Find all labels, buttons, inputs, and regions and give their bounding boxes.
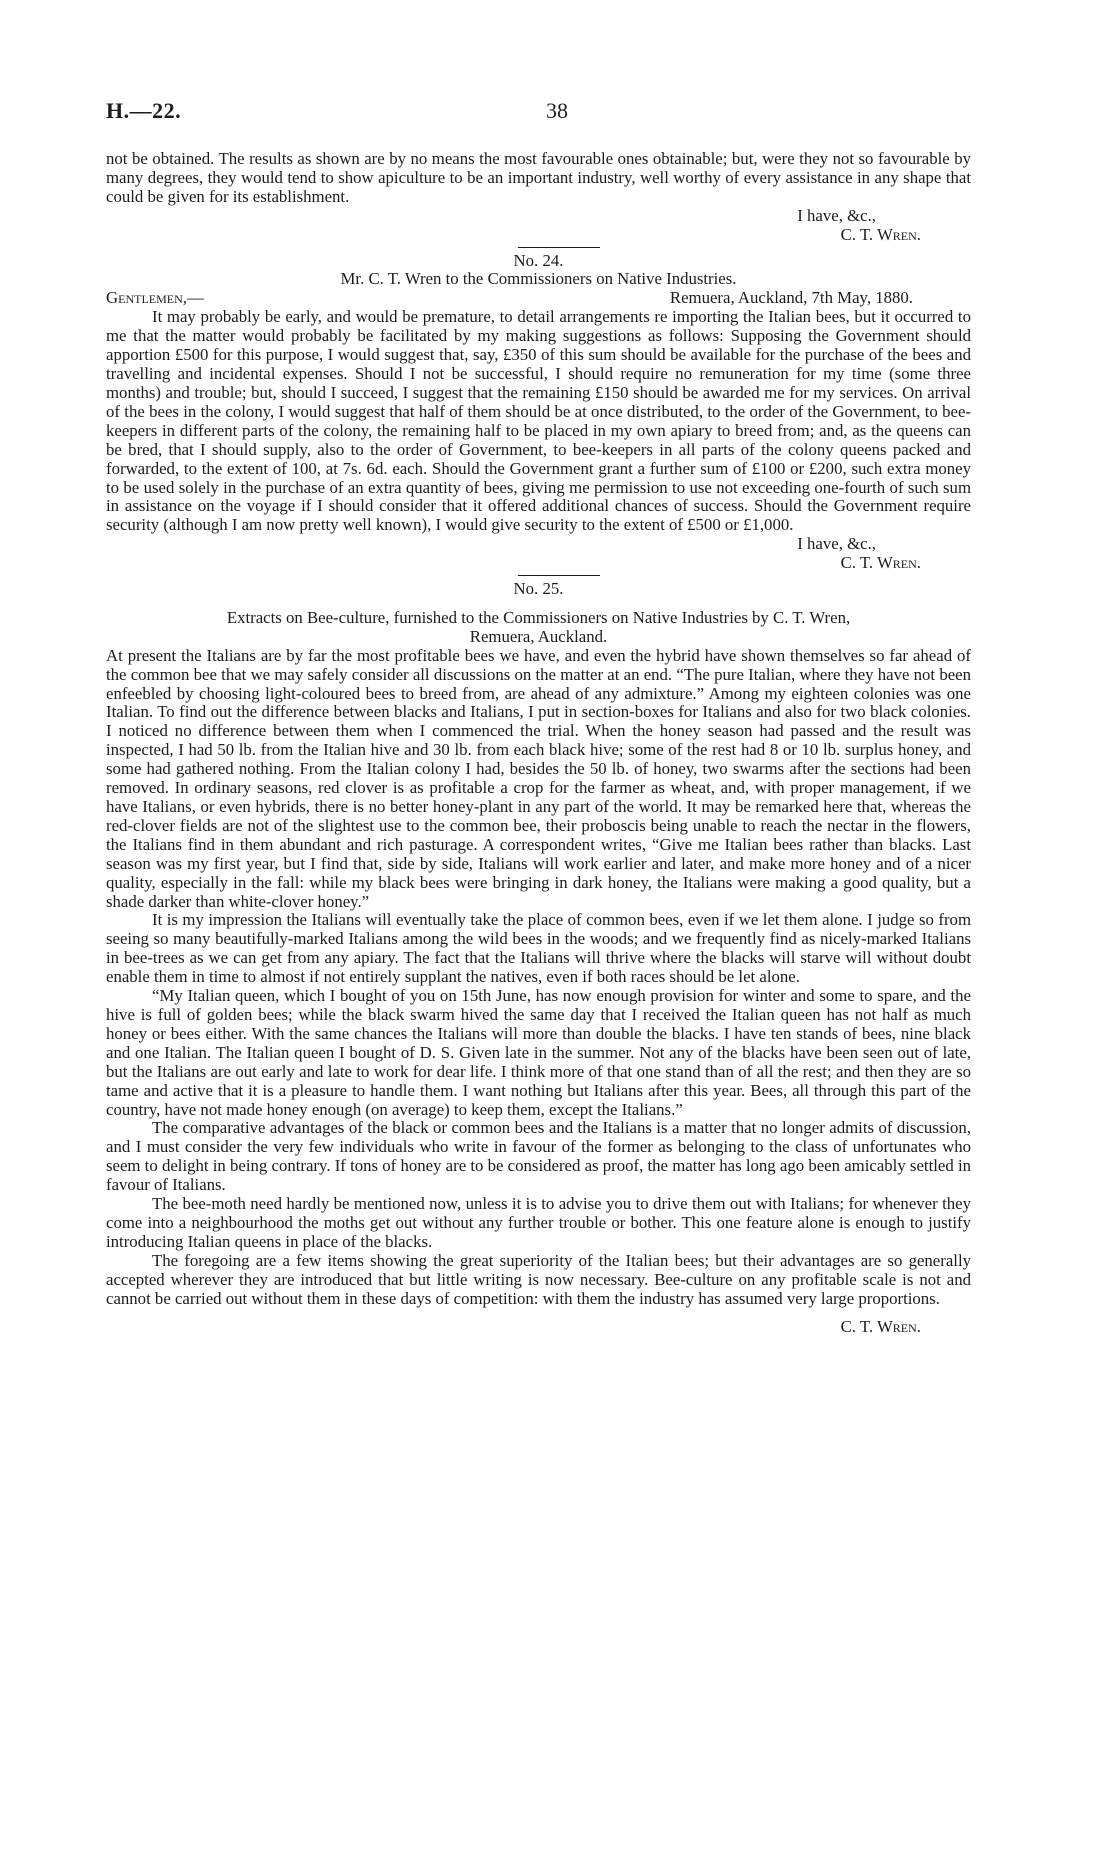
extract-paragraph: The bee-moth need hardly be mentioned now, unless it is to advise you to drive them out with Italians; for whenever they come into a neighbourhood the moths get out without any further trouble or bother. This one feature alone is enough to justify introducing Italian queens in place of the blacks. bbox=[106, 1194, 971, 1251]
letter-number: No. 24. bbox=[513, 250, 564, 270]
signature: C. T. Wren. bbox=[840, 553, 921, 573]
page-body bbox=[106, 150, 971, 1337]
signature: C. T. Wren. bbox=[840, 1317, 921, 1337]
closing: I have, &c., bbox=[797, 534, 876, 554]
extract-title: Extracts on Bee-culture, furnished to the Commissioners on Native Industries by C. T. Wren, bbox=[226, 607, 851, 627]
extract-paragraph: The foregoing are a few items showing the great superiority of the Italian bees; but their advantages are so generally accepted wherever they are introduced that but little writing is now necessary. Bee-culture on any profitable scale is not and cannot be carried out without them in these days of competition: with them the industry has assumed very large proportions. bbox=[106, 1250, 971, 1308]
section-divider bbox=[518, 247, 600, 248]
signature: C. T. Wren. bbox=[840, 224, 921, 244]
salutation-row bbox=[106, 289, 971, 308]
dateline: Remuera, Auckland, 7th May, 1880. bbox=[669, 288, 913, 308]
salutation: Gentlemen,— bbox=[106, 288, 204, 308]
extract-number: No. 25. bbox=[513, 579, 564, 599]
extract-title-location: Remuera, Auckland. bbox=[469, 626, 608, 646]
extract-paragraph: It is my impression the Italians will eventually take the place of common bees, even if we let them alone. I judge so from seeing so many beautifully-marked Italians among the wild bees in the woods; and we frequently find as nicely-marked Italians in bee-trees as we can get from any apiary. The fact that the Italians will thrive where the blacks will starve will without doubt enable them in time to almost if not entirely supplant the natives, even if both races should be let alone. bbox=[106, 910, 971, 987]
extract-paragraph: At present the Italians are by far the most profitable bees we have, and even the hybrid have shown themselves so far ahead of the common bee that we may safely consider all discussions on the matter at an end. “The pure Italian, where they have not been enfeebled by choosing light-coloured bees to breed from, are ahead of any admixture.” Among my eighteen colonies was one Italian. To find out the difference between blacks and Italians, I put in section-boxes for Italians and also for two black colonies. I noticed no difference between them when I commenced the trial. When the honey season had passed and the result was inspected, I had 50 lb. from the Italian hive and 30 lb. from each black hive; some of the rest had 8 or 10 lb. surplus honey, and some had gathered nothing. From the Italian colony I had, besides the 50 lb. of honey, two swarms after the sections had been removed. In ordinary seasons, red clover is as profitable a crop for the farmer as wheat, and, with proper management, if we have Italians, or even hybrids, there is no better honey-plant in any part of the world. It may be remarked here that, whereas the red-clover fields are not of the slightest use to the common bee, their proboscis being unable to reach the nectar in the flowers, the Italians find in them abundant and rich pasturage. A correspondent writes, “Give me Italian bees rather than blacks. Last season was my first year, but I find that, side by side, Italians will work earlier and later, and make more honey and of a nicer quality, especially in the fall: while my black bees were bringing in dark honey, the Italians were making a good quality, but a shade darker than white-clover honey.” bbox=[106, 645, 971, 911]
section-divider bbox=[518, 575, 600, 576]
page-header bbox=[106, 98, 1026, 128]
document-reference: H.—22. bbox=[106, 98, 182, 123]
page-number: 38 bbox=[546, 98, 568, 123]
closing: I have, &c., bbox=[797, 205, 876, 225]
extract-paragraph: The comparative advantages of the black or common bees and the Italians is a matter that no longer admits of discussion, and I must consider the very few individuals who write in favour of the former as belonging to the class of unfortunates who seem to delight in being contrary. If tons of honey are to be considered as proof, the matter has long ago been amicably settled in favour of Italians. bbox=[106, 1118, 971, 1195]
continuation-paragraph: not be obtained. The results as shown are by no means the most favourable ones obtainable; but, were they not so favourable by many degrees, they would tend to show apiculture to be an important industry, well worthy of every assistance in any shape that could be given for its establishment. bbox=[106, 149, 971, 206]
letter-body: It may probably be early, and would be premature, to detail arrangements re importing the Italian bees, but it occurred to me that the matter would probably be facilitated by my making suggestions as follows: Supposing the Government should apportion £500 for this purpose, I would suggest that, say, £350 of this sum should be available for the purchase of the bees and travelling and incidental expenses. Should I not be successful, I should require no remuneration for my time (some three months) and trouble; but, should I succeed, I suggest that the remaining £150 should be awarded me for my services. On arrival of the bees in the colony, I would suggest that half of them should be at once distributed, to the order of the Government, to bee-keepers in different parts of the colony, the remaining half to be placed in my own apiary to breed from; and, as the queens can be bred, that I should supply, also to the order of Government, to bee-keepers in all parts of the colony queens packed and forwarded, to the extent of 100, at 7s. 6d. each. Should the Government grant a further sum of £100 or £200, such extra money to be used solely in the purchase of an extra quantity of bees, giving me permission to use not exceeding one-fourth of such sum in assistance on the voyage if I should consider that it offered additional chances of success. Should the Government require security (although I am now pretty well known), I would give security to the extent of £500 or £1,000. bbox=[106, 307, 971, 535]
letter-title: Mr. C. T. Wren to the Commissioners on Native Industries. bbox=[340, 269, 737, 289]
extract-paragraph: “My Italian queen, which I bought of you on 15th June, has now enough provision for winter and some to spare, and the hive is full of golden bees; while the black swarm hived the same day that I received the Italian queen has not half as much honey or bees either. With the same chances the Italians will more than double the blacks. I have ten stands of bees, nine black and one Italian. The Italian queen I bought of D. S. Given late in the summer. Not any of the blacks have been seen out of late, but the Italians are out early and late to work for dear life. I think more of that one stand than of all the rest; and then they are so tame and active that it is a pleasure to handle them. I want nothing but Italians after this year. Bees, all through this part of the country, have not made honey enough (on average) to keep them, except the Italians.” bbox=[106, 986, 971, 1119]
